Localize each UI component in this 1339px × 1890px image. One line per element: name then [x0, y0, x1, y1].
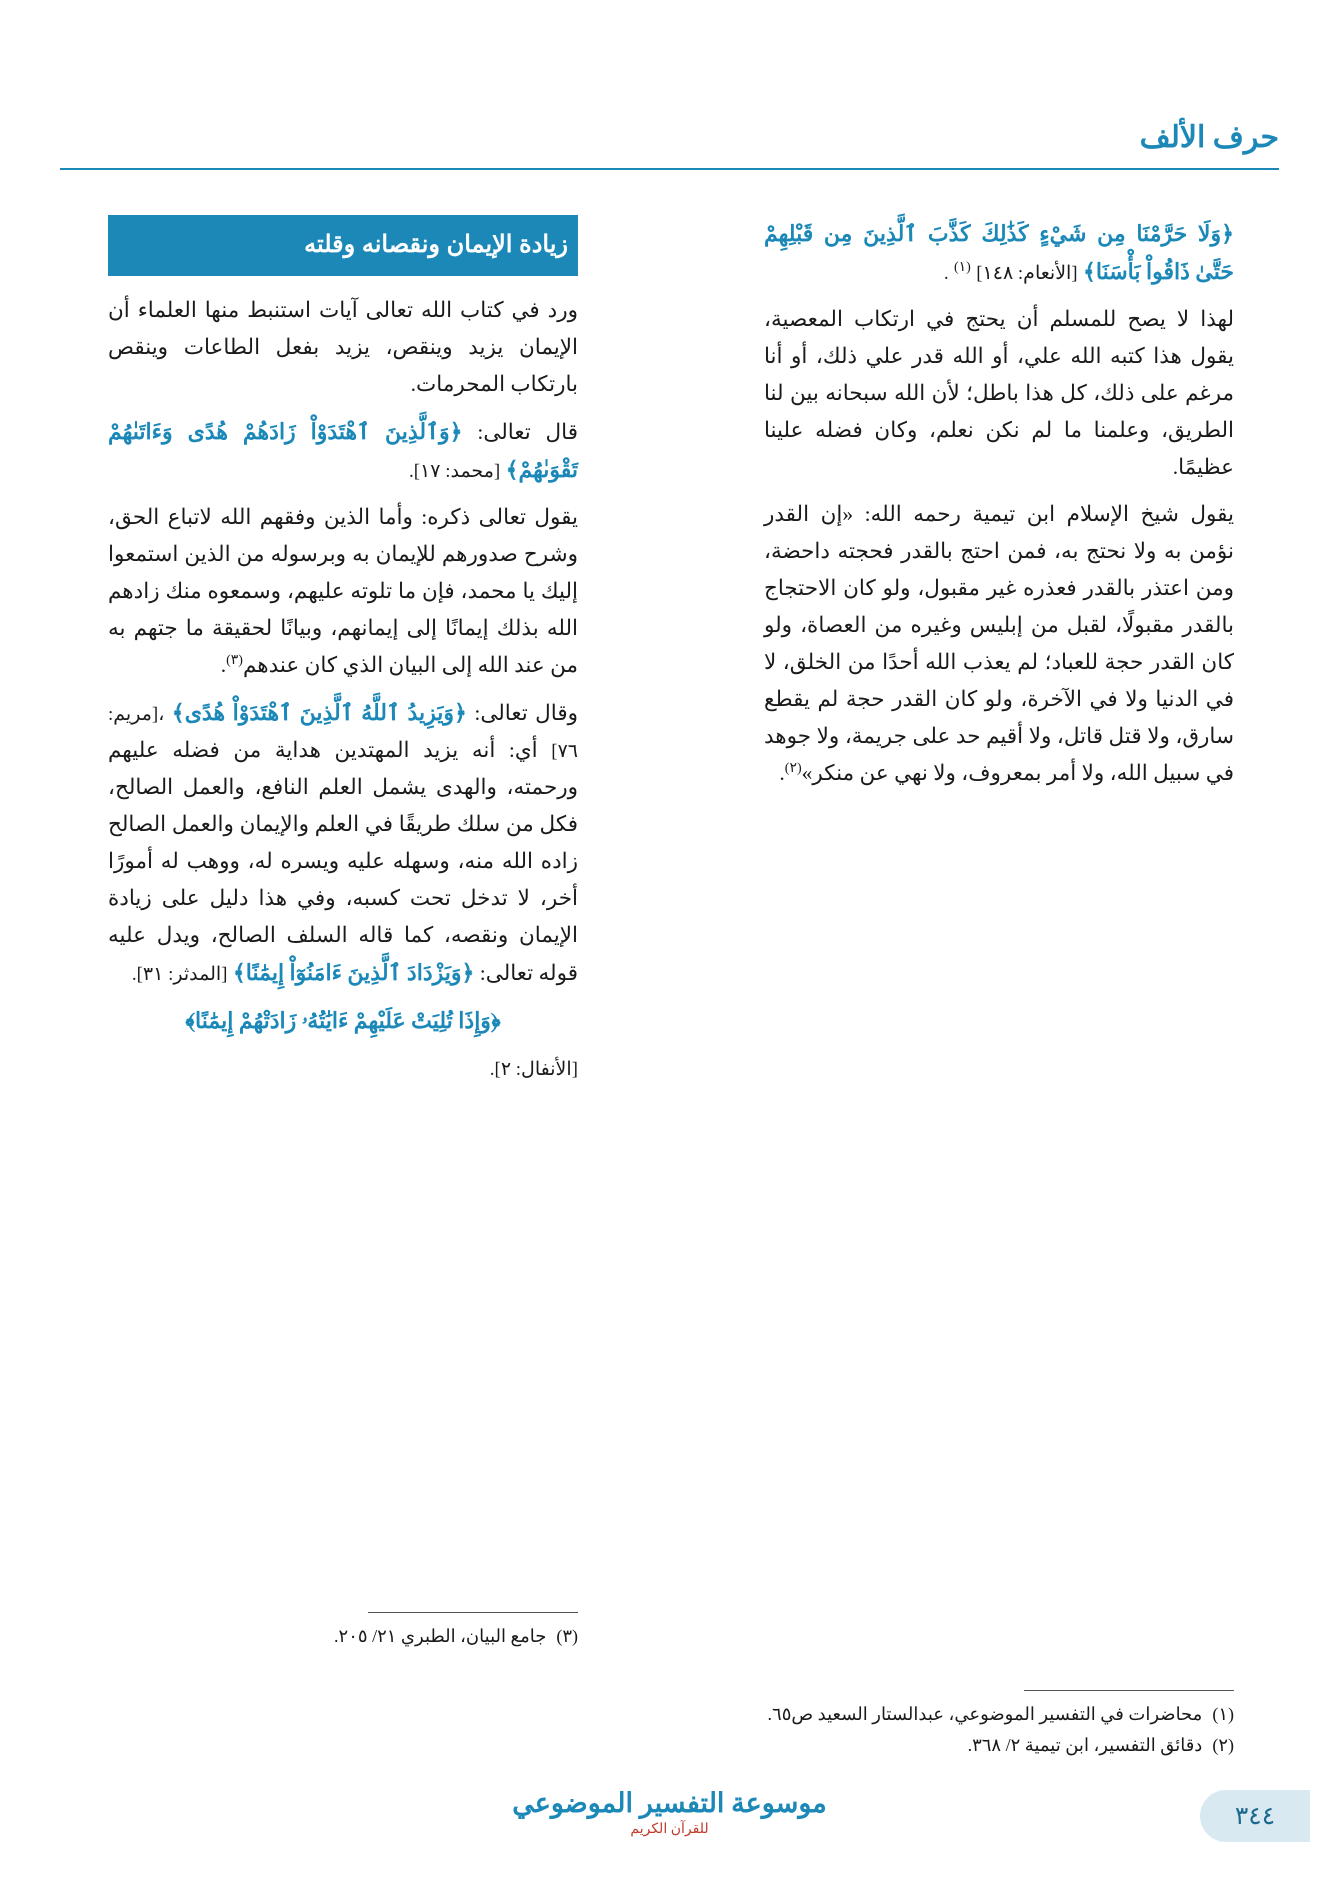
footnote-text: دقائق التفسير، ابن تيمية ٢/ ٣٦٨.: [967, 1735, 1203, 1755]
footnote-number: (٢): [1212, 1735, 1234, 1755]
footnote-text: جامع البيان، الطبري ٢١/ ٢٠٥.: [334, 1626, 547, 1646]
footnote-list-left: [108, 1623, 578, 1650]
left-verse-4-paragraph: [108, 1002, 578, 1040]
publisher-logo: [490, 1789, 850, 1838]
right-paragraph-2-text: يقول شيخ الإسلام ابن تيمية رحمه الله: «إن القدر نؤمن به ولا نحتج به، فمن احتج بالقدر فحجته داحضة، ومن اعتذر بالقدر فعذره غير مقبول، ولو كان الاحتجاج بالقدر مقبولًا، لقبل من إبليس وغيره من العصاة، ولو كان القدر حجة للعباد؛ لم يعذب الله أحدًا من الخلق، لا في الدنيا ولا في الآخرة، ولو كان القدر حجة لم يقطع سارق، ولا قتل قاتل، ولا أقيم حد على جريمة، ولا جوهد في سبيل الله، ولا أمر بمعروف، ولا نهي عن منكر»: [764, 501, 1234, 785]
section-heading: زيادة الإيمان ونقصانه وقلته: [108, 215, 578, 276]
footnote-item: [764, 1701, 1234, 1728]
left-paragraph-3: أي: أنه يزيد المهتدين هداية من فضله عليهم ورحمته، والهدى يشمل العلم النافع، والعمل الصالح، فكل من سلك طريقًا في العلم والإيمان والعمل الصالح زاده الله منه، وسهله عليه ويسره له، ووهب له أمورًا أخر، لا تدخل تحت كسبه، وفي هذا دليل على زيادة الإيمان ونقصه، كما قاله السلف الصالح، ويدل عليه قوله تعالى:: [108, 737, 578, 985]
footnote-divider-right: [1024, 1690, 1234, 1691]
header-divider: [60, 168, 1279, 170]
left-verse-1-period: .: [408, 461, 414, 483]
footnote-list-right: [764, 1701, 1234, 1759]
footnote-number: (١): [1212, 1704, 1234, 1724]
left-verse-3-period: .: [131, 963, 137, 985]
quran-verse-muhammad-17: ﴿وَٱلَّذِينَ ٱهْتَدَوْاْ زَادَهُمْ هُدًى وَءَاتَىٰهُمْ تَقْوَىٰهُمْ﴾: [108, 419, 578, 483]
quran-verse-anam-148: ﴿وَلَا حَرَّمْنَا مِن شَيْءٍ كَذَٰلِكَ كَذَّبَ ٱلَّذِينَ مِن قَبْلِهِمْ حَتَّىٰ ذَاقُواْ بَأْسَنَا﴾: [764, 221, 1234, 284]
quran-verse-anfal-2-ref: [الأنفال: ٢]: [494, 1058, 578, 1080]
left-paragraph-1: ورد في كتاب الله تعالى آيات استنبط منها العلماء أن الإيمان يزيد وينقص، يزيد بفعل الطاعات وينقص بارتكاب المحرمات.: [108, 298, 578, 397]
footnote-marker-1: (١): [953, 259, 971, 275]
right-paragraph-1: لهذا لا يصح للمسلم أن يحتج في ارتكاب المعصية، يقول هذا كتبه الله علي، أو الله قدر علي ذلك، أو أنا مرغم على ذلك، كل هذا باطل؛ لأن الله سبحانه بين لنا الطريق، وعلمنا ما لم نكن نعلم، وكان فضله علينا عظيمًا.: [764, 306, 1234, 479]
left-paragraph-2: [108, 499, 578, 684]
left-lead-2: وقال تعالى:: [474, 700, 578, 725]
column-left: [108, 215, 578, 1097]
right-verse-1-period: .: [943, 262, 949, 284]
right-paragraph-2: [764, 496, 1234, 792]
left-verse-2-paragraph: [108, 694, 578, 992]
footnotes-right: [764, 1690, 1234, 1763]
publisher-logo-sub: للقرآن الكريم: [630, 1822, 709, 1837]
footnote-divider-left: [368, 1612, 578, 1613]
left-verse-4-ref-paragraph: [108, 1050, 578, 1087]
left-verse-1-paragraph: [108, 413, 578, 489]
publisher-logo-main: موسوعة التفسير الموضوعي: [512, 1788, 827, 1819]
quran-verse-maryam-76: ﴿وَيَزِيدُ ٱللَّهُ ٱلَّذِينَ ٱهْتَدَوْاْ هُدًى﴾: [171, 699, 467, 725]
footnote-text: محاضرات في التفسير الموضوعي، عبدالستار السعيد ص٦٥.: [767, 1704, 1203, 1724]
left-lead-1: قال تعالى:: [477, 420, 578, 445]
footnote-item: [764, 1732, 1234, 1759]
quran-verse-muddathir-31: ﴿وَيَزْدَادَ ٱلَّذِينَ ءَامَنُوٓاْ إِيمَٰنًا﴾: [232, 959, 475, 985]
footnote-item: [108, 1623, 578, 1650]
right-verse-1-paragraph: [764, 215, 1234, 291]
quran-verse-muhammad-17-ref: [محمد: ١٧]: [413, 461, 501, 483]
right-paragraph-2-period: .: [779, 760, 785, 785]
page-header: [60, 120, 1279, 180]
left-verse-4-period: .: [489, 1058, 495, 1080]
page-header-title: حرف الألف: [1139, 121, 1279, 154]
quran-verse-anam-148-ref: [الأنعام: ١٤٨]: [976, 262, 1078, 284]
page-number-badge: ٣٤٤: [1200, 1790, 1310, 1842]
left-paragraph-2-text: يقول تعالى ذكره: وأما الذين وفقهم الله لاتباع الحق، وشرح صدورهم للإيمان به وبرسوله من الذين استمعوا إليك يا محمد، فإن ما تلوته عليهم، وسمعوه منك زادهم الله بذلك إيمانًا إلى إيمانهم، وبيانًا لحقيقة ما جتهم به من عند الله إلى البيان الذي كان عندهم: [108, 505, 578, 677]
footnote-number: (٣): [556, 1626, 578, 1646]
footnote-marker-2: (٢): [784, 760, 802, 776]
column-right: [764, 215, 1234, 802]
quran-verse-muddathir-31-ref: [المدثر: ٣١]: [136, 963, 228, 985]
footnotes-left: [108, 1612, 578, 1654]
left-paragraph-2-period: .: [220, 652, 227, 677]
quran-verse-maryam-76-ref: ،[مريم: ٧٦]: [108, 703, 579, 762]
quran-verse-anfal-2: ﴿وَإِذَا تُلِيَتْ عَلَيْهِمْ ءَايَٰتُهُۥ زَادَتْهُمْ إِيمَٰنًا﴾: [185, 1007, 501, 1033]
footnote-marker-3: (٣): [226, 652, 243, 668]
